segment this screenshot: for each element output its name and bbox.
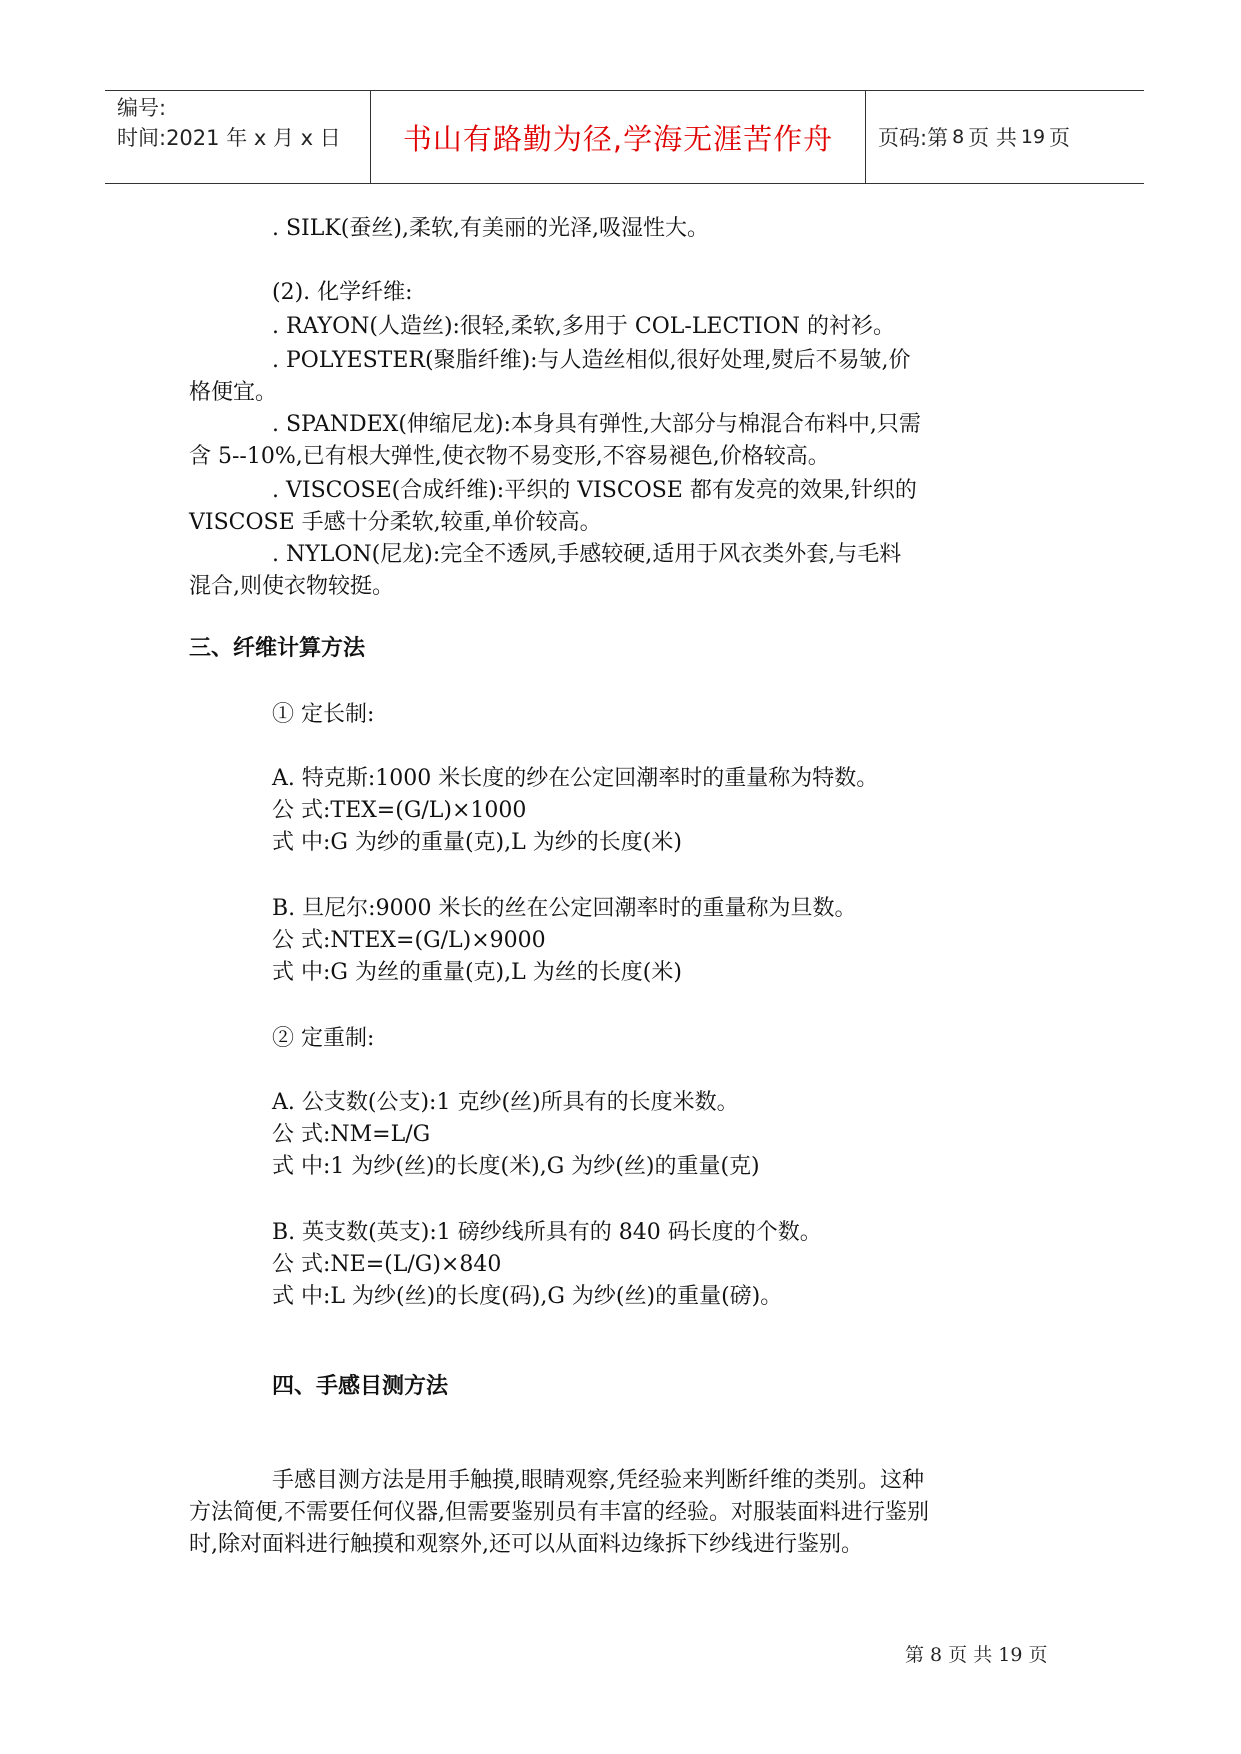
text-line-tex-where: 式 中:G 为纱的重量(克),L 为纱的长度(米) [272,830,682,855]
text-line-spandex-cont: 含 5--10%,已有根大弹性,使衣物不易变形,不容易褪色,价格较高。 [189,444,830,469]
text-line-tex-definition: A. 特克斯:1000 米长度的纱在公定回潮率时的重量称为特数。 [272,766,879,791]
page-footer: 第 8 页 共 19 页 [905,1644,1048,1666]
text-line-nylon-cont: 混合,则使衣物较挺。 [189,574,394,599]
text-line-nylon: . NYLON(尼龙):完全不透夙,手感较硬,适用于风衣类外套,与毛料 [272,542,902,567]
text-line-denier-definition: B. 旦尼尔:9000 米长的丝在公定回潮率时的重量称为旦数。 [272,896,857,921]
page-mid: 页 共 [968,126,1017,150]
text-line-spandex: . SPANDEX(伸缩尼龙):本身具有弹性,大部分与棉混合布料中,只需 [272,412,921,437]
text-line-polyester: . POLYESTER(聚脂纤维):与人造丝相似,很好处理,熨后不易皱,价 [272,348,911,373]
page-total: 19 [1020,126,1046,148]
text-line-english-count-definition: B. 英支数(英支):1 磅纱线所具有的 840 码长度的个数。 [272,1220,822,1245]
text-line-metric-count-definition: A. 公支数(公支):1 克纱(丝)所具有的长度米数。 [272,1090,739,1115]
text-line-denier-formula: 公 式:NTEX=(G/L)×9000 [272,928,546,953]
page-prefix: 页码:第 [878,126,949,150]
header-motto: 书山有路勤为径,学海无涯苦作舟 [370,91,866,183]
text-line-tex-formula: 公 式:TEX=(G/L)×1000 [272,798,527,823]
text-line-hand-feel-1: 手感目测方法是用手触摸,眼睛观察,凭经验来判断纤维的类别。这种 [272,1468,924,1493]
text-line-chemical-fiber: (2). 化学纤维: [272,280,413,305]
document-number-label: 编号: [117,96,167,120]
text-line-silk: . SILK(蚕丝),柔软,有美丽的光泽,吸湿性大。 [272,216,709,241]
text-line-viscose-cont: VISCOSE 手感十分柔软,较重,单价较高。 [189,510,602,535]
text-line-fixed-weight: ② 定重制: [272,1026,375,1051]
header-left-cell [105,91,370,183]
text-line-english-count-formula: 公 式:NE=(L/G)×840 [272,1252,502,1277]
page-header [105,90,1144,184]
page-suffix: 页 [1049,126,1071,150]
text-line-fixed-length: ① 定长制: [272,702,375,727]
text-line-viscose: . VISCOSE(合成纤维):平织的 VISCOSE 都有发亮的效果,针织的 [272,478,917,503]
document-time-label: 时间:2021 年 x 月 x 日 [117,126,341,150]
header-page-info [866,91,1144,183]
section-heading-hand-feel: 四、手感目测方法 [272,1374,449,1399]
text-line-polyester-cont: 格便宜。 [189,380,278,405]
text-line-metric-count-where: 式 中:1 为纱(丝)的长度(米),G 为纱(丝)的重量(克) [272,1154,760,1179]
text-line-hand-feel-2: 方法简便,不需要任何仪器,但需要鉴别员有丰富的经验。对服装面料进行鉴别 [189,1500,929,1525]
text-line-denier-where: 式 中:G 为丝的重量(克),L 为丝的长度(米) [272,960,682,985]
section-heading-fiber-calculation: 三、纤维计算方法 [189,636,366,661]
text-line-hand-feel-3: 时,除对面料进行触摸和观察外,还可以从面料边缘拆下纱线进行鉴别。 [189,1532,863,1557]
text-line-english-count-where: 式 中:L 为纱(丝)的长度(码),G 为纱(丝)的重量(磅)。 [272,1284,783,1309]
text-line-metric-count-formula: 公 式:NM=L/G [272,1122,431,1147]
text-line-rayon: . RAYON(人造丝):很轻,柔软,多用于 COL-LECTION 的衬衫。 [272,314,895,339]
page-current: 8 [952,126,965,148]
